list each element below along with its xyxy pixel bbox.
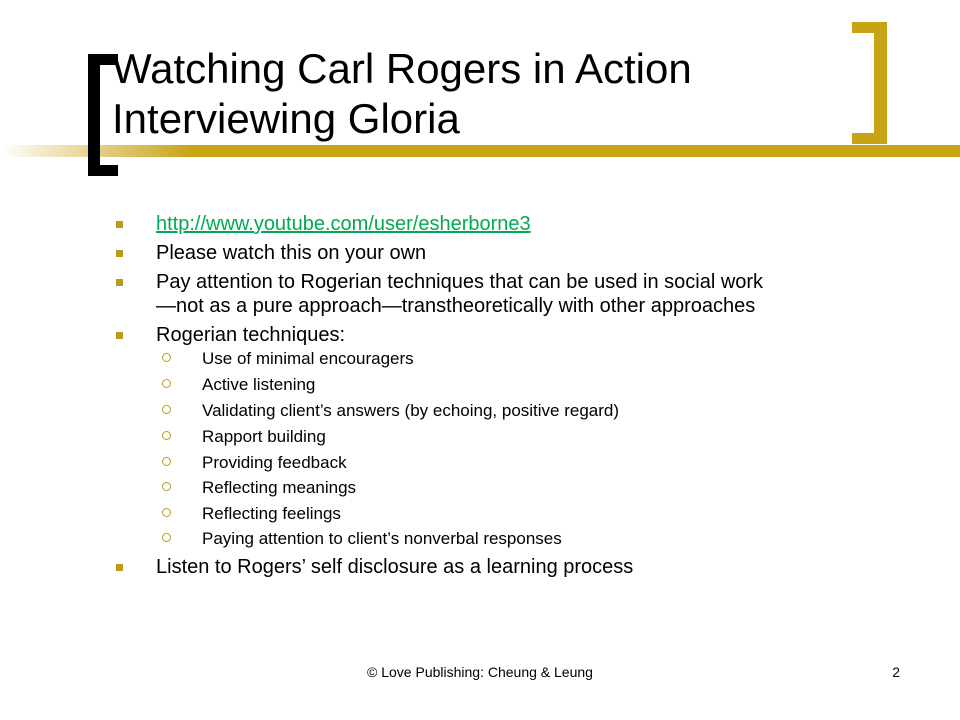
sub-bullet-text: Rapport building [202, 427, 326, 446]
bullet-self-disclosure [156, 555, 896, 579]
sub-bullet-text: Reflecting meanings [202, 478, 357, 497]
square-bullet-icon [116, 332, 123, 339]
sub-bullet-text: Active listening [202, 375, 316, 394]
sub-bullet-item [202, 504, 882, 524]
circle-bullet-icon [162, 405, 171, 414]
bullet-watch-own [156, 241, 896, 265]
bullet-text-line-1: Pay attention to Rogerian techniques that can be used in social work [156, 271, 764, 293]
bullet-rogerian-techniques [156, 323, 896, 347]
circle-bullet-icon [162, 457, 171, 466]
footer-credit: © Love Publishing: Cheung & Leung [367, 664, 593, 680]
sub-bullet-item [202, 529, 882, 549]
bullet-text: Listen to Rogers’ self disclosure as a learning process [156, 556, 634, 578]
square-bullet-icon [116, 250, 123, 257]
square-bullet-icon [116, 564, 123, 571]
sub-bullet-item [202, 478, 882, 498]
slide-title-line-1: Watching Carl Rogers in Action [112, 45, 692, 92]
bullet-youtube-link [156, 212, 896, 236]
sub-bullet-text: Use of minimal encouragers [202, 349, 414, 368]
slide-title-line-2: Interviewing Gloria [112, 95, 460, 142]
youtube-link[interactable]: http://www.youtube.com/user/esherborne3 [156, 213, 531, 235]
circle-bullet-icon [162, 431, 171, 440]
sub-bullet-item [202, 349, 882, 369]
sub-bullet-item [202, 401, 882, 421]
bullet-text: Please watch this on your own [156, 242, 427, 264]
square-bullet-icon [116, 221, 123, 228]
circle-bullet-icon [162, 379, 171, 388]
square-bullet-icon [116, 279, 123, 286]
slide-footer [0, 662, 960, 682]
sub-bullet-item [202, 375, 882, 395]
circle-bullet-icon [162, 353, 171, 362]
sub-bullet-item [202, 427, 882, 447]
sub-bullet-text: Providing feedback [202, 453, 347, 472]
circle-bullet-icon [162, 482, 171, 491]
bullet-pay-attention [156, 270, 896, 318]
circle-bullet-icon [162, 533, 171, 542]
sub-bullet-text: Paying attention to client’s nonverbal responses [202, 529, 562, 548]
sub-bullet-text: Reflecting feelings [202, 504, 341, 523]
circle-bullet-icon [162, 508, 171, 517]
bullet-text-line-2: —not as a pure approach—transtheoretically with other approaches [156, 295, 756, 317]
page-number: 2 [892, 664, 900, 680]
sub-bullet-text: Validating client’s answers (by echoing, positive regard) [202, 401, 620, 420]
sub-bullet-item [202, 453, 882, 473]
bullet-text: Rogerian techniques: [156, 324, 346, 346]
